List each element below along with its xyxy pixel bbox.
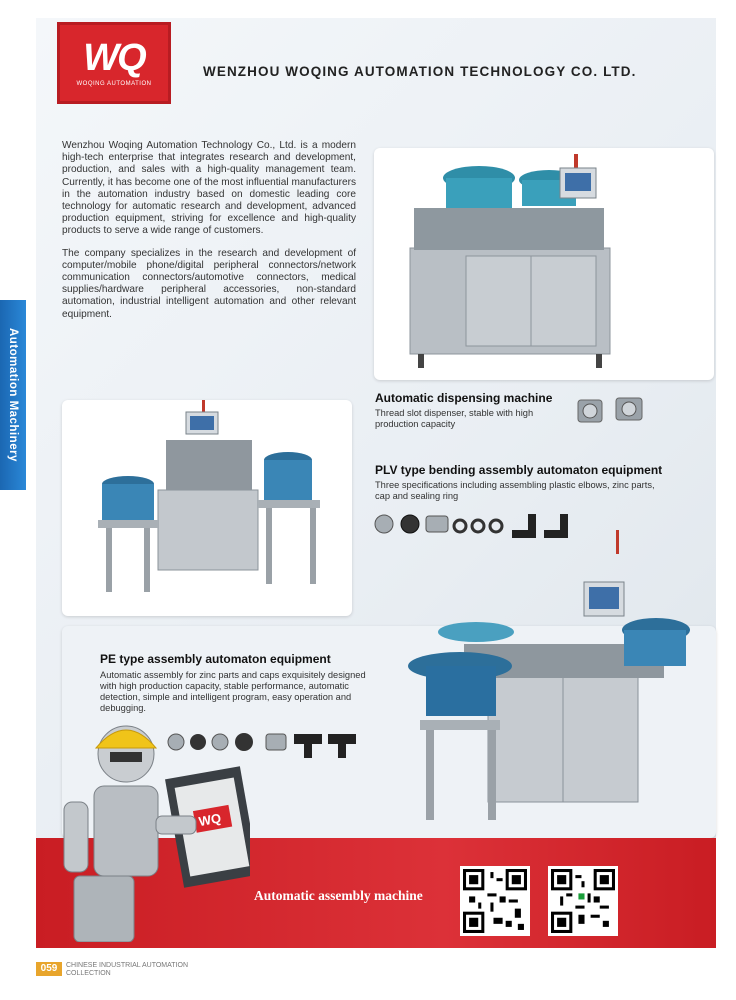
qr-code-icon [551, 869, 615, 933]
qr-code-2[interactable] [548, 866, 618, 936]
plv-bending-machine-photo [62, 400, 352, 616]
company-logo [57, 22, 171, 104]
pe-machine-illustration [404, 526, 694, 826]
logo-subtitle: WOQING AUTOMATION [76, 81, 152, 87]
book-logo: WQ [197, 810, 223, 830]
qr-code-icon [463, 869, 527, 933]
footer-publication [66, 962, 188, 978]
page-title: WENZHOU WOQING AUTOMATION TECHNOLOGY CO. LTD. [203, 64, 637, 79]
intro-paragraph-2: The company specializes in the research and development of computer/mobile phone/digital peripheral connectors/network communication connectors/automotive connectors, medical supplies/hardware peripheral accessories, non-standard automation, industrial intelligent automation and other relevant equipment. [62, 247, 356, 320]
company-intro [62, 140, 356, 331]
dispensing-machine-photo [374, 148, 714, 380]
bottom-caption: Automatic assembly machine [254, 888, 423, 903]
qr-code-1[interactable] [460, 866, 530, 936]
intro-paragraph-1: Wenzhou Woqing Automation Technology Co., Ltd. is a modern high-tech enterprise that integrates research and development, production, and sales with a high-quality management team. Currently, it has become one of the most influential manufacturers in the automation industry based on domestic leading core technology for automatic research and development, advanced production equipment, striving for excellence and high-quality products to serve a wide range of customers. [62, 140, 356, 237]
robot-illustration [40, 712, 250, 942]
plv-machine-illustration [62, 400, 352, 616]
logo-mark: WQ [83, 37, 145, 79]
feature-3-description: Automatic assembly for zinc parts and caps exquisitely designed with high production capacity, stable performance, automatic detection, simple and intelligent program, easy operation and debugging. [100, 670, 366, 713]
page-number: 059 [36, 962, 62, 976]
footer-line-2: COLLECTION [66, 970, 111, 977]
feature-2-title: PLV type bending assembly automaton equipment [375, 463, 663, 477]
feature-3-title: PE type assembly automaton equipment [100, 652, 331, 666]
side-tab-label: Automation Machinery [7, 328, 19, 462]
section-side-tab [0, 300, 26, 490]
feature-1-description: Thread slot dispenser, stable with high production capacity [375, 408, 534, 429]
feature-1-title: Automatic dispensing machine [375, 391, 553, 405]
feature-2-description: Three specifications including assembling plastic elbows, zinc parts, cap and sealing ring [375, 480, 655, 501]
footer-line-1: CHINESE INDUSTRIAL AUTOMATION [66, 962, 188, 969]
fitting-parts-icon [572, 392, 652, 428]
dispensing-machine-illustration [374, 148, 714, 380]
